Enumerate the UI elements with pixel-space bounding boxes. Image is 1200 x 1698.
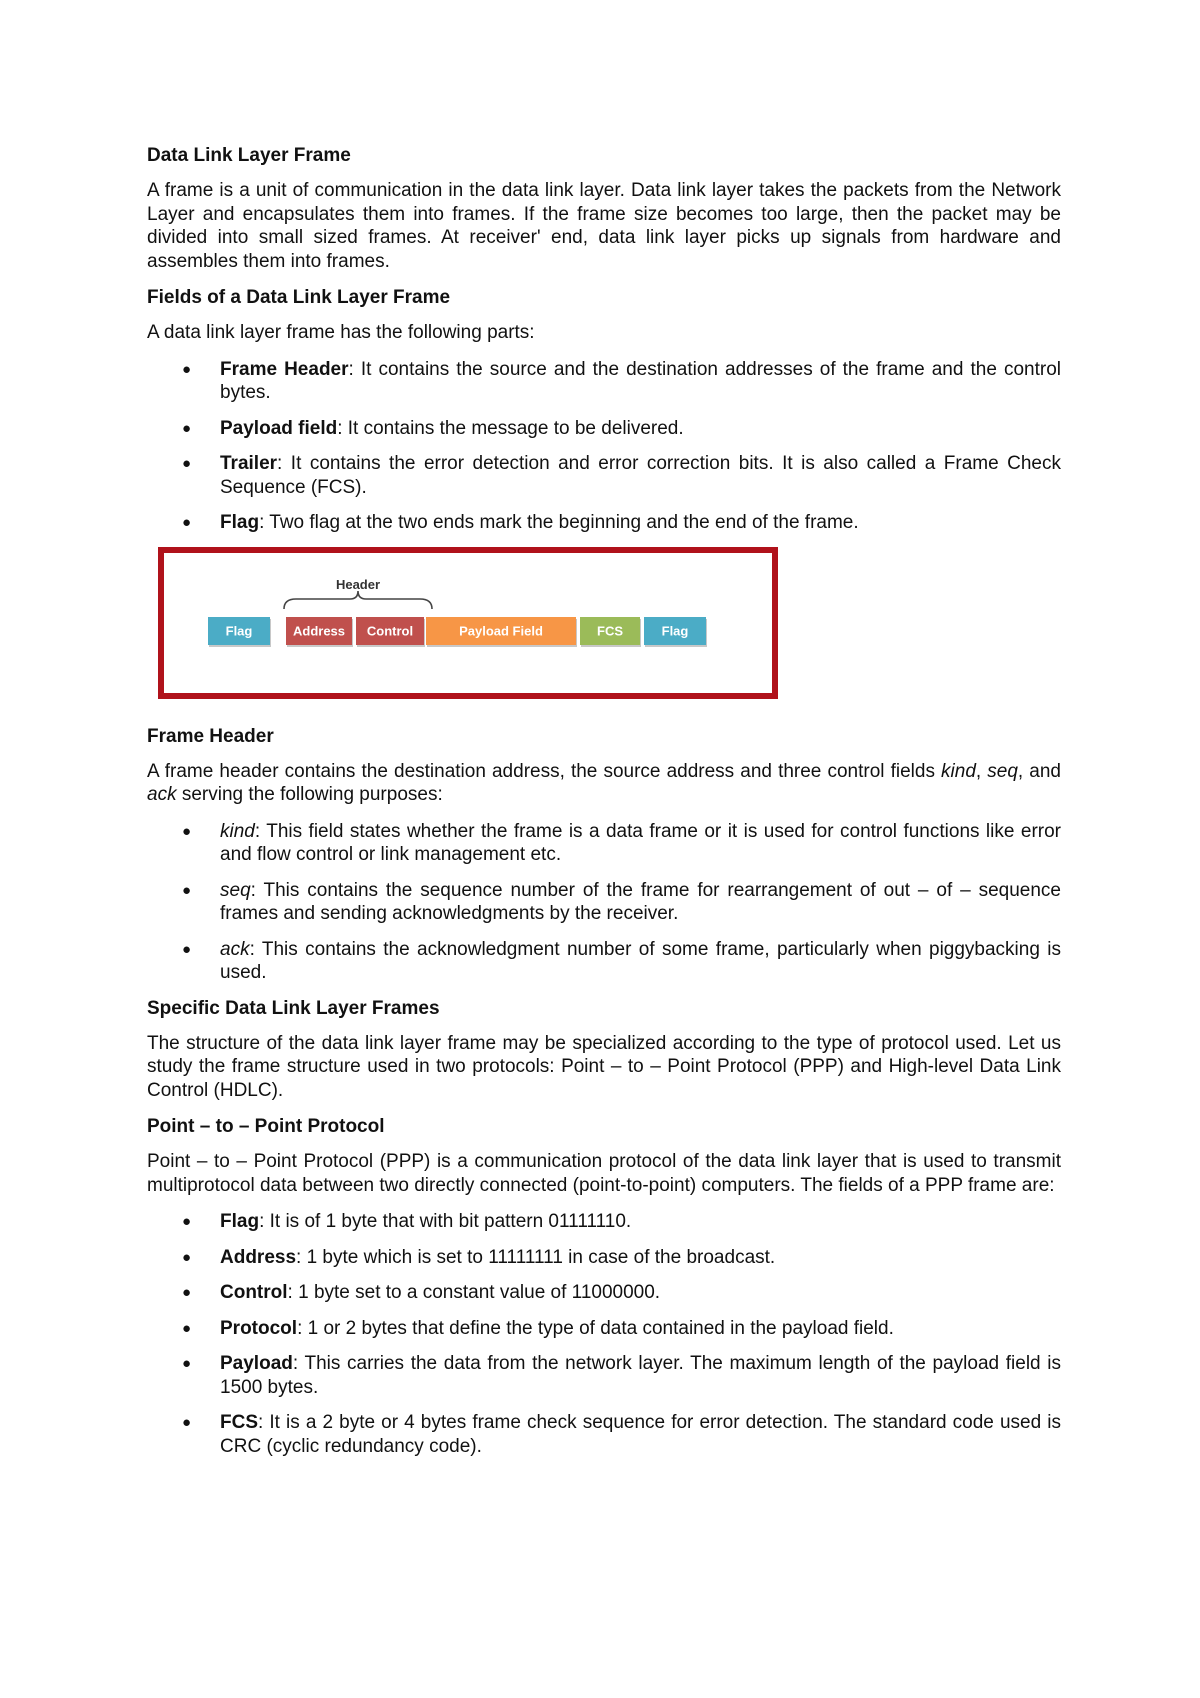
bullet-icon: ● <box>182 1319 192 1337</box>
bullet-icon: ● <box>182 940 192 958</box>
field-flag-start-label: Flag <box>225 623 253 638</box>
paragraph-fields-intro: A data link layer frame has the following parts: <box>147 322 535 343</box>
section-heading-data-link-layer-frame: Data Link Layer Frame <box>147 145 351 166</box>
bullet-icon: ● <box>182 455 192 472</box>
bullet-icon: ● <box>182 881 192 899</box>
section-heading-ppp: Point – to – Point Protocol <box>147 1116 385 1137</box>
list-item: ● Flag: Two flag at the two ends mark the beginning and the end of the frame. <box>182 512 859 533</box>
list-item: ● Frame Header: It contains the source and the destination addresses of the frame and the control bytes. <box>182 358 1061 403</box>
list-item: ● FCS: It is a 2 byte or 4 bytes frame check sequence for error detection. The standard code used is CRC (cyclic redundancy code). <box>182 1412 1061 1457</box>
list-item: ● seq: This contains the sequence number of the frame for rearrangement of out – of – sequence frames and sending acknowledgments by the receiver. <box>182 879 1061 924</box>
paragraph-frame-header: A frame header contains the destination address, the source address and three control fields kind, seq, and ack serving the following purposes: <box>147 760 1061 805</box>
section-heading-specific-frames: Specific Data Link Layer Frames <box>147 997 440 1019</box>
ppp-fields-list <box>147 1210 1061 1458</box>
field-fcs-label: FCS <box>597 623 623 638</box>
field-flag-end-label: Flag <box>661 623 689 638</box>
list-item: ● Payload: This carries the data from the network layer. The maximum length of the payload field is 1500 bytes. <box>182 1353 1061 1398</box>
list-item: ● Payload field: It contains the message to be delivered. <box>182 417 684 439</box>
bullet-icon: ● <box>182 1414 192 1431</box>
list-item: ● kind: This field states whether the frame is a data frame or it is used for control functions like error and flow control or link management etc. <box>182 820 1061 865</box>
list-item: ● Protocol: 1 or 2 bytes that define the type of data contained in the payload field. <box>182 1317 894 1339</box>
list-item: ● Control: 1 byte set to a constant value of 11000000. <box>182 1282 661 1303</box>
list-item: ● Trailer: It contains the error detection and error correction bits. It is also called a Frame Check Sequence (FCS). <box>182 453 1061 498</box>
section-heading-frame-header: Frame Header <box>147 725 274 747</box>
frame-structure-diagram <box>158 547 778 699</box>
bullet-icon: ● <box>182 822 192 840</box>
fields-list <box>147 358 1061 535</box>
bullet-icon: ● <box>182 1284 192 1301</box>
section-heading-fields: Fields of a Data Link Layer Frame <box>147 287 451 308</box>
header-fields-list <box>147 820 1061 985</box>
paragraph-ppp: Point – to – Point Protocol (PPP) is a communication protocol of the data link layer that is used to transmit multiprotocol data between two directly connected (point-to-point) computers. The fields of a PPP frame are: <box>147 1151 1061 1196</box>
list-item: ● ack: This contains the acknowledgment number of some frame, particularly when piggybacking is used. <box>182 938 1061 983</box>
field-payload-label: Payload Field <box>459 623 543 638</box>
paragraph-frame-definition: A frame is a unit of communication in the data link layer. Data link layer takes the packets from the Network Layer and encapsulates them into frames. If the frame size becomes too large, then the packet may be divided into small sized frames. At receiver' end, data link layer picks up signals from hardware and assembles them into frames. <box>147 180 1061 272</box>
field-control-label: Control <box>366 623 414 638</box>
paragraph-specific-frames: The structure of the data link layer frame may be specialized according to the type of protocol used. Let us study the frame structure used in two protocols: Point – to – Point Protocol (PPP) and High-level Data Link Control (HDLC). <box>147 1032 1061 1101</box>
document-page <box>147 144 1061 1470</box>
bullet-icon: ● <box>182 419 192 437</box>
bullet-icon: ● <box>182 360 192 378</box>
bullet-icon: ● <box>182 1248 192 1266</box>
bullet-icon: ● <box>182 514 192 531</box>
bullet-icon: ● <box>182 1355 192 1372</box>
frame-structure-figure <box>158 547 778 699</box>
bullet-icon: ● <box>182 1213 192 1230</box>
header-label: Header <box>335 576 381 592</box>
list-item: ● Flag: It is of 1 byte that with bit pattern 01111110. <box>182 1211 632 1232</box>
field-address-label: Address <box>292 623 346 638</box>
list-item: ● Address: 1 byte which is set to 11111111 in case of the broadcast. <box>182 1246 776 1268</box>
